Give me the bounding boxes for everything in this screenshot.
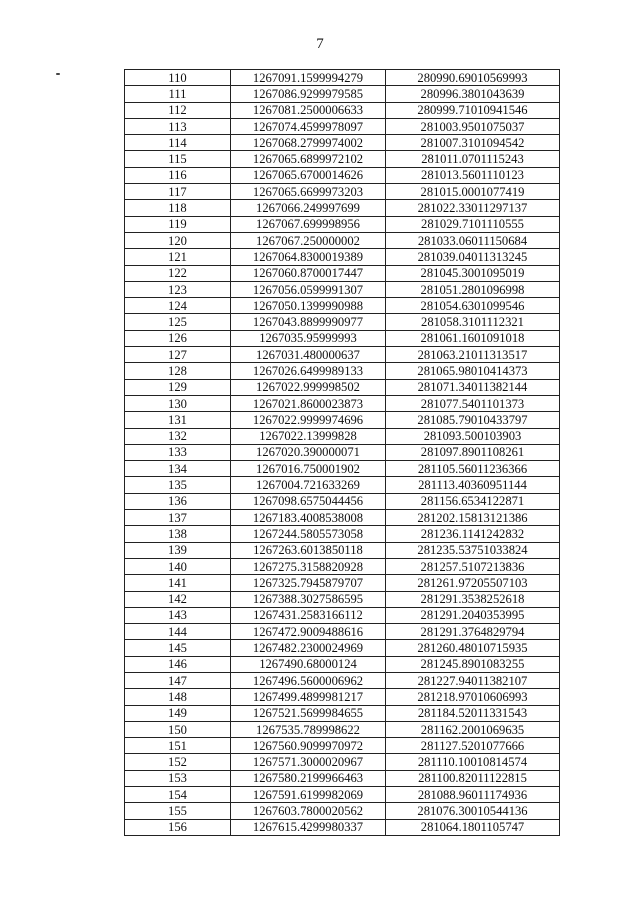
- point-number-cell: 131: [125, 412, 231, 428]
- point-number-cell: 132: [125, 428, 231, 444]
- point-number-cell: 137: [125, 510, 231, 526]
- y-coordinate-cell: 281058.3101112321: [386, 314, 560, 330]
- table-row: [125, 395, 560, 411]
- x-coordinate-cell: 1267275.3158820928: [231, 558, 386, 574]
- x-coordinate-cell: 1267091.1599994279: [231, 70, 386, 86]
- table-row: [125, 787, 560, 803]
- y-coordinate-cell: 281260.48010715935: [386, 640, 560, 656]
- point-number-cell: 148: [125, 689, 231, 705]
- table-row: [125, 102, 560, 118]
- x-coordinate-cell: 1267074.4599978097: [231, 118, 386, 134]
- point-number-cell: 122: [125, 265, 231, 281]
- table-row: [125, 705, 560, 721]
- point-number-cell: 138: [125, 526, 231, 542]
- x-coordinate-cell: 1267535.789998622: [231, 721, 386, 737]
- y-coordinate-cell: 281127.5201077666: [386, 738, 560, 754]
- point-number-cell: 150: [125, 721, 231, 737]
- point-number-cell: 125: [125, 314, 231, 330]
- point-number-cell: 113: [125, 118, 231, 134]
- x-coordinate-cell: 1267560.9099970972: [231, 738, 386, 754]
- point-number-cell: 149: [125, 705, 231, 721]
- x-coordinate-cell: 1267004.721633269: [231, 477, 386, 493]
- x-coordinate-cell: 1267067.699998956: [231, 216, 386, 232]
- table-row: [125, 803, 560, 819]
- point-number-cell: 141: [125, 575, 231, 591]
- y-coordinate-cell: 281061.1601091018: [386, 330, 560, 346]
- y-coordinate-cell: 281218.97010606993: [386, 689, 560, 705]
- point-number-cell: 130: [125, 395, 231, 411]
- y-coordinate-cell: 281071.34011382144: [386, 379, 560, 395]
- y-coordinate-cell: 281093.500103903: [386, 428, 560, 444]
- table-row: [125, 379, 560, 395]
- point-number-cell: 156: [125, 819, 231, 835]
- y-coordinate-cell: 281029.7101110555: [386, 216, 560, 232]
- x-coordinate-cell: 1267026.6499989133: [231, 363, 386, 379]
- y-coordinate-cell: 281113.40360951144: [386, 477, 560, 493]
- table-row: [125, 167, 560, 183]
- point-number-cell: 151: [125, 738, 231, 754]
- x-coordinate-cell: 1267065.6899972102: [231, 151, 386, 167]
- x-coordinate-cell: 1267615.4299980337: [231, 819, 386, 835]
- x-coordinate-cell: 1267086.9299979585: [231, 86, 386, 102]
- point-number-cell: 112: [125, 102, 231, 118]
- point-number-cell: 154: [125, 787, 231, 803]
- table-row: [125, 607, 560, 623]
- table-row: [125, 444, 560, 460]
- x-coordinate-cell: 1267043.8899990977: [231, 314, 386, 330]
- y-coordinate-cell: 281065.98010414373: [386, 363, 560, 379]
- point-number-cell: 120: [125, 232, 231, 248]
- table-row: [125, 216, 560, 232]
- y-coordinate-cell: 281063.21011313517: [386, 347, 560, 363]
- x-coordinate-cell: 1267065.6699973203: [231, 184, 386, 200]
- point-number-cell: 136: [125, 493, 231, 509]
- point-number-cell: 155: [125, 803, 231, 819]
- x-coordinate-cell: 1267098.6575044456: [231, 493, 386, 509]
- table-row: [125, 542, 560, 558]
- table-row: [125, 330, 560, 346]
- table-row: [125, 738, 560, 754]
- point-number-cell: 144: [125, 624, 231, 640]
- x-coordinate-cell: 1267571.3000020967: [231, 754, 386, 770]
- table-row: [125, 232, 560, 248]
- table-row: [125, 770, 560, 786]
- point-number-cell: 143: [125, 607, 231, 623]
- x-coordinate-cell: 1267325.7945879707: [231, 575, 386, 591]
- x-coordinate-cell: 1267482.2300024969: [231, 640, 386, 656]
- y-coordinate-cell: 281045.3001095019: [386, 265, 560, 281]
- y-coordinate-cell: 281162.2001069635: [386, 721, 560, 737]
- y-coordinate-cell: 281022.33011297137: [386, 200, 560, 216]
- y-coordinate-cell: 281235.53751033824: [386, 542, 560, 558]
- table-row: [125, 591, 560, 607]
- x-coordinate-cell: 1267050.1399990988: [231, 298, 386, 314]
- x-coordinate-cell: 1267066.249997699: [231, 200, 386, 216]
- table-row: [125, 721, 560, 737]
- y-coordinate-cell: 280990.69010569993: [386, 70, 560, 86]
- point-number-cell: 135: [125, 477, 231, 493]
- table-row: [125, 819, 560, 835]
- y-coordinate-cell: 281245.8901083255: [386, 656, 560, 672]
- x-coordinate-cell: 1267490.68000124: [231, 656, 386, 672]
- point-number-cell: 142: [125, 591, 231, 607]
- table-row: [125, 184, 560, 200]
- point-number-cell: 133: [125, 444, 231, 460]
- y-coordinate-cell: 281076.30010544136: [386, 803, 560, 819]
- table-row: [125, 135, 560, 151]
- x-coordinate-cell: 1267183.4008538008: [231, 510, 386, 526]
- y-coordinate-cell: 281291.3764829794: [386, 624, 560, 640]
- point-number-cell: 119: [125, 216, 231, 232]
- y-coordinate-cell: 281156.6534122871: [386, 493, 560, 509]
- table-row: [125, 412, 560, 428]
- point-number-cell: 110: [125, 70, 231, 86]
- table-row: [125, 510, 560, 526]
- x-coordinate-cell: 1267499.4899981217: [231, 689, 386, 705]
- point-number-cell: 134: [125, 461, 231, 477]
- table-row: [125, 428, 560, 444]
- x-coordinate-cell: 1267388.3027586595: [231, 591, 386, 607]
- y-coordinate-cell: 280996.3801043639: [386, 86, 560, 102]
- y-coordinate-cell: 281033.06011150684: [386, 232, 560, 248]
- table-row: [125, 298, 560, 314]
- coordinates-table-body: [125, 70, 560, 836]
- y-coordinate-cell: 281088.96011174936: [386, 787, 560, 803]
- y-coordinate-cell: 281202.15813121386: [386, 510, 560, 526]
- point-number-cell: 121: [125, 249, 231, 265]
- x-coordinate-cell: 1267580.2199966463: [231, 770, 386, 786]
- y-coordinate-cell: 281097.8901108261: [386, 444, 560, 460]
- x-coordinate-cell: 1267067.250000002: [231, 232, 386, 248]
- x-coordinate-cell: 1267056.0599991307: [231, 281, 386, 297]
- coordinates-table: [124, 69, 560, 836]
- y-coordinate-cell: 281039.04011313245: [386, 249, 560, 265]
- table-row: [125, 86, 560, 102]
- y-coordinate-cell: 281064.1801105747: [386, 819, 560, 835]
- y-coordinate-cell: 281077.5401101373: [386, 395, 560, 411]
- table-row: [125, 754, 560, 770]
- x-coordinate-cell: 1267031.480000637: [231, 347, 386, 363]
- y-coordinate-cell: 281291.3538252618: [386, 591, 560, 607]
- x-coordinate-cell: 1267022.999998502: [231, 379, 386, 395]
- y-coordinate-cell: 281291.2040353995: [386, 607, 560, 623]
- page-number: 7: [316, 36, 324, 52]
- y-coordinate-cell: 281261.97205507103: [386, 575, 560, 591]
- table-row: [125, 249, 560, 265]
- x-coordinate-cell: 1267035.95999993: [231, 330, 386, 346]
- y-coordinate-cell: 281013.5601110123: [386, 167, 560, 183]
- y-coordinate-cell: 281236.1141242832: [386, 526, 560, 542]
- y-coordinate-cell: 281227.94011382107: [386, 672, 560, 688]
- point-number-cell: 140: [125, 558, 231, 574]
- table-row: [125, 461, 560, 477]
- x-coordinate-cell: 1267263.6013850118: [231, 542, 386, 558]
- point-number-cell: 114: [125, 135, 231, 151]
- x-coordinate-cell: 1267244.5805573058: [231, 526, 386, 542]
- scan-speck: [56, 73, 60, 75]
- point-number-cell: 126: [125, 330, 231, 346]
- point-number-cell: 118: [125, 200, 231, 216]
- point-number-cell: 146: [125, 656, 231, 672]
- table-row: [125, 477, 560, 493]
- x-coordinate-cell: 1267496.5600006962: [231, 672, 386, 688]
- table-row: [125, 656, 560, 672]
- table-row: [125, 118, 560, 134]
- y-coordinate-cell: 280999.71010941546: [386, 102, 560, 118]
- table-row: [125, 493, 560, 509]
- x-coordinate-cell: 1267016.750001902: [231, 461, 386, 477]
- y-coordinate-cell: 281007.3101094542: [386, 135, 560, 151]
- point-number-cell: 111: [125, 86, 231, 102]
- table-row: [125, 281, 560, 297]
- y-coordinate-cell: 281085.79010433797: [386, 412, 560, 428]
- x-coordinate-cell: 1267591.6199982069: [231, 787, 386, 803]
- point-number-cell: 129: [125, 379, 231, 395]
- point-number-cell: 128: [125, 363, 231, 379]
- table-row: [125, 575, 560, 591]
- table-row: [125, 689, 560, 705]
- point-number-cell: 153: [125, 770, 231, 786]
- point-number-cell: 139: [125, 542, 231, 558]
- x-coordinate-cell: 1267021.8600023873: [231, 395, 386, 411]
- x-coordinate-cell: 1267472.9009488616: [231, 624, 386, 640]
- x-coordinate-cell: 1267081.2500006633: [231, 102, 386, 118]
- y-coordinate-cell: 281051.2801096998: [386, 281, 560, 297]
- table-row: [125, 151, 560, 167]
- x-coordinate-cell: 1267431.2583166112: [231, 607, 386, 623]
- point-number-cell: 123: [125, 281, 231, 297]
- y-coordinate-cell: 281054.6301099546: [386, 298, 560, 314]
- x-coordinate-cell: 1267521.5699984655: [231, 705, 386, 721]
- table-row: [125, 70, 560, 86]
- y-coordinate-cell: 281011.0701115243: [386, 151, 560, 167]
- x-coordinate-cell: 1267022.9999974696: [231, 412, 386, 428]
- table-row: [125, 265, 560, 281]
- x-coordinate-cell: 1267065.6700014626: [231, 167, 386, 183]
- y-coordinate-cell: 281257.5107213836: [386, 558, 560, 574]
- y-coordinate-cell: 281003.9501075037: [386, 118, 560, 134]
- point-number-cell: 116: [125, 167, 231, 183]
- x-coordinate-cell: 1267603.7800020562: [231, 803, 386, 819]
- x-coordinate-cell: 1267060.8700017447: [231, 265, 386, 281]
- y-coordinate-cell: 281100.82011122815: [386, 770, 560, 786]
- table-row: [125, 347, 560, 363]
- point-number-cell: 117: [125, 184, 231, 200]
- table-row: [125, 558, 560, 574]
- point-number-cell: 124: [125, 298, 231, 314]
- table-row: [125, 200, 560, 216]
- table-row: [125, 624, 560, 640]
- table-row: [125, 526, 560, 542]
- table-row: [125, 672, 560, 688]
- point-number-cell: 152: [125, 754, 231, 770]
- point-number-cell: 115: [125, 151, 231, 167]
- table-row: [125, 314, 560, 330]
- point-number-cell: 145: [125, 640, 231, 656]
- y-coordinate-cell: 281105.56011236366: [386, 461, 560, 477]
- y-coordinate-cell: 281110.10010814574: [386, 754, 560, 770]
- x-coordinate-cell: 1267022.13999828: [231, 428, 386, 444]
- table-row: [125, 640, 560, 656]
- point-number-cell: 147: [125, 672, 231, 688]
- point-number-cell: 127: [125, 347, 231, 363]
- x-coordinate-cell: 1267064.8300019389: [231, 249, 386, 265]
- x-coordinate-cell: 1267068.2799974002: [231, 135, 386, 151]
- y-coordinate-cell: 281184.52011331543: [386, 705, 560, 721]
- table-row: [125, 363, 560, 379]
- x-coordinate-cell: 1267020.390000071: [231, 444, 386, 460]
- y-coordinate-cell: 281015.0001077419: [386, 184, 560, 200]
